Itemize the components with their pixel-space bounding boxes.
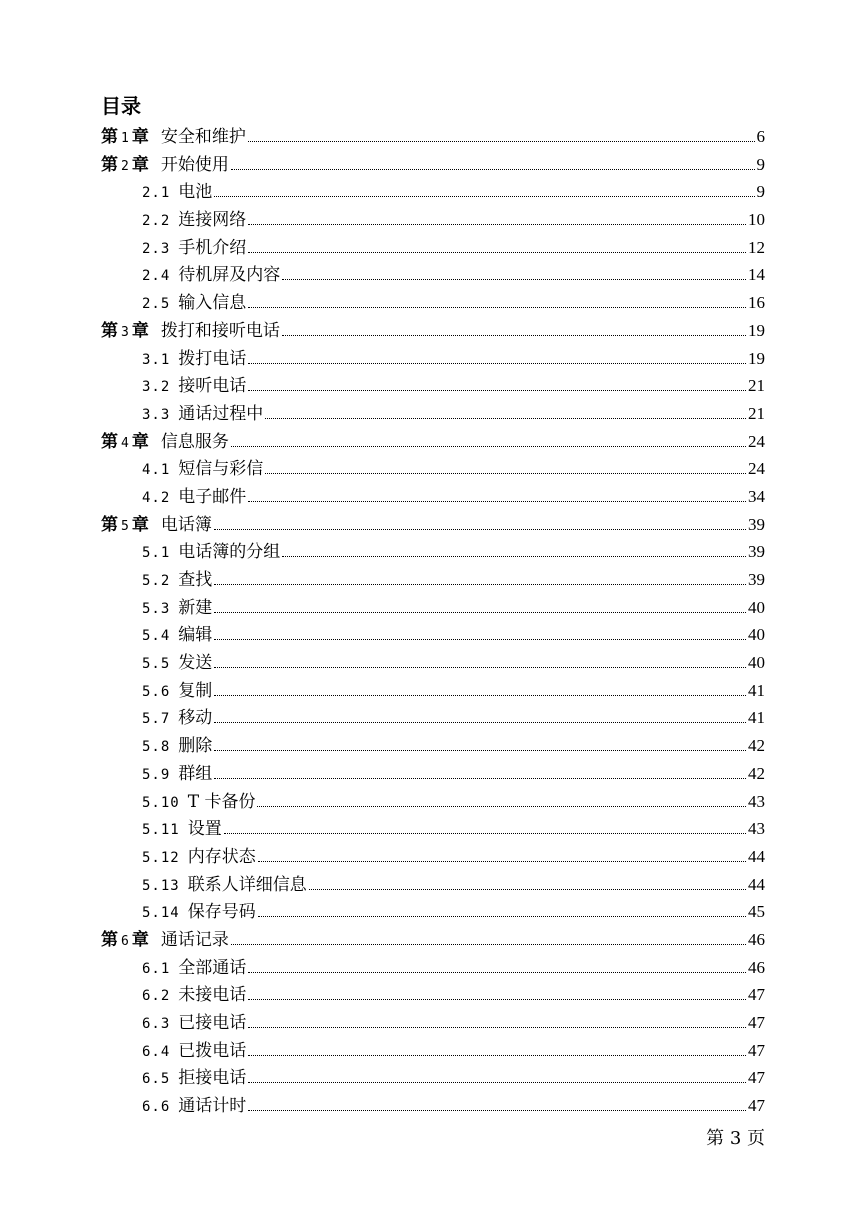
section-number: 6.4 xyxy=(142,1043,171,1060)
section-number: 5.7 xyxy=(142,711,171,728)
toc-section-entry[interactable] xyxy=(101,483,765,511)
toc-section-entry[interactable] xyxy=(101,788,765,816)
chapter-number: 2 xyxy=(121,158,129,174)
entry-title: 开始使用 xyxy=(160,154,229,175)
section-number: 5.9 xyxy=(142,766,171,783)
section-number: 5.14 xyxy=(142,905,180,922)
entry-title: T 卡备份 xyxy=(187,791,256,812)
entry-page-number: 16 xyxy=(748,293,765,313)
entry-title: 设置 xyxy=(187,819,222,840)
section-number: 5.6 xyxy=(142,683,171,700)
entry-title: 查找 xyxy=(178,570,213,590)
chapter-suffix: 章 xyxy=(131,929,149,950)
entry-page-number: 24 xyxy=(748,431,765,451)
entry-title: 群组 xyxy=(178,763,213,784)
chapter-label xyxy=(101,318,149,347)
entry-title: 待机屏及内容 xyxy=(178,265,281,286)
page-number-footer: 第 3 页 xyxy=(706,1128,765,1149)
entry-page-number: 45 xyxy=(748,902,765,922)
dot-leader xyxy=(248,141,755,142)
section-number: 5.12 xyxy=(142,849,180,866)
toc-section-entry[interactable] xyxy=(101,594,765,622)
chapter-number: 5 xyxy=(121,518,129,534)
dot-leader xyxy=(231,169,755,170)
entry-title: 连接网络 xyxy=(178,210,247,231)
chapter-number: 6 xyxy=(121,933,129,949)
entry-title: 电子邮件 xyxy=(178,486,247,507)
section-number: 2.4 xyxy=(142,268,171,285)
entry-title: 新建 xyxy=(178,597,213,618)
section-number: 4.1 xyxy=(142,462,171,479)
dot-leader xyxy=(248,999,746,1000)
toc-section-entry[interactable] xyxy=(101,954,765,982)
dot-leader xyxy=(214,778,746,779)
toc-section-entry[interactable] xyxy=(101,1092,765,1120)
section-number: 6.2 xyxy=(142,988,171,1005)
dot-leader xyxy=(248,307,746,308)
entry-page-number: 47 xyxy=(748,1040,765,1060)
section-number: 5.13 xyxy=(142,877,180,894)
dot-leader xyxy=(265,418,746,419)
chapter-prefix: 第 xyxy=(101,431,118,452)
entry-page-number: 46 xyxy=(748,929,765,949)
entry-page-number: 41 xyxy=(748,680,765,700)
dot-leader xyxy=(224,833,746,834)
dot-leader xyxy=(258,916,746,917)
section-number: 5.11 xyxy=(142,822,180,839)
chapter-label xyxy=(101,152,149,181)
toc-section-entry[interactable] xyxy=(101,621,765,649)
chapter-prefix: 第 xyxy=(101,154,118,175)
entry-page-number: 39 xyxy=(748,542,765,562)
entry-title: 信息服务 xyxy=(160,431,229,452)
section-number: 4.2 xyxy=(142,489,171,506)
section-number: 6.3 xyxy=(142,1016,171,1032)
entry-page-number: 10 xyxy=(748,210,765,230)
entry-page-number: 47 xyxy=(748,1068,765,1088)
chapter-label xyxy=(101,927,149,956)
dot-leader xyxy=(258,861,746,862)
table-of-contents xyxy=(101,123,765,1120)
entry-page-number: 6 xyxy=(756,127,765,146)
dot-leader xyxy=(231,944,746,945)
entry-page-number: 19 xyxy=(748,320,765,340)
section-number: 5.4 xyxy=(142,628,171,645)
entry-title: 保存号码 xyxy=(187,902,256,923)
entry-page-number: 14 xyxy=(748,265,765,285)
entry-page-number: 34 xyxy=(748,486,765,506)
dot-leader xyxy=(248,252,746,253)
toc-section-entry[interactable] xyxy=(101,815,765,843)
toc-section-entry[interactable] xyxy=(101,372,765,400)
toc-section-entry[interactable] xyxy=(101,704,765,732)
chapter-number: 3 xyxy=(121,324,129,340)
dot-leader xyxy=(231,446,746,447)
dot-leader xyxy=(309,889,746,890)
entry-title: 通话计时 xyxy=(178,1096,247,1117)
entry-title: 拨打电话 xyxy=(178,348,247,369)
section-number: 6.5 xyxy=(142,1071,171,1088)
entry-page-number: 21 xyxy=(748,403,765,423)
entry-title: 已接电话 xyxy=(178,1013,247,1033)
toc-chapter-entry[interactable] xyxy=(101,123,765,151)
section-number: 2.3 xyxy=(142,240,171,257)
toc-section-entry[interactable] xyxy=(101,981,765,1009)
section-number: 3.1 xyxy=(142,351,171,368)
dot-leader xyxy=(248,1055,746,1056)
entry-title: 复制 xyxy=(178,680,213,701)
entry-page-number: 42 xyxy=(748,736,765,756)
toc-section-entry[interactable] xyxy=(101,1064,765,1092)
entry-title: 删除 xyxy=(178,736,213,757)
section-number: 2.2 xyxy=(142,213,171,230)
section-number: 5.10 xyxy=(142,794,180,811)
entry-page-number: 21 xyxy=(748,376,765,396)
entry-page-number: 47 xyxy=(748,985,765,1005)
entry-title: 安全和维护 xyxy=(160,127,246,147)
chapter-suffix: 章 xyxy=(131,127,149,147)
toc-section-entry[interactable] xyxy=(101,871,765,899)
dot-leader xyxy=(214,722,746,723)
toc-section-entry[interactable] xyxy=(101,345,765,373)
dot-leader xyxy=(214,196,754,197)
toc-section-entry[interactable] xyxy=(101,400,765,428)
entry-page-number: 40 xyxy=(748,597,765,617)
dot-leader xyxy=(282,279,746,280)
entry-page-number: 12 xyxy=(748,237,765,257)
entry-page-number: 43 xyxy=(748,819,765,839)
entry-page-number: 39 xyxy=(748,570,765,589)
entry-title: 发送 xyxy=(178,653,213,674)
toc-section-entry[interactable] xyxy=(101,206,765,234)
section-number: 5.2 xyxy=(142,573,171,589)
entry-title: 电池 xyxy=(178,182,213,203)
entry-title: 拨打和接听电话 xyxy=(160,320,280,341)
dot-leader xyxy=(248,390,746,391)
entry-title: 移动 xyxy=(178,708,213,729)
entry-title: 联系人详细信息 xyxy=(187,874,307,895)
dot-leader xyxy=(248,1082,746,1083)
section-number: 6.1 xyxy=(142,960,171,977)
toc-chapter-entry[interactable] xyxy=(101,428,765,456)
dot-leader xyxy=(248,224,746,225)
entry-title: 接听电话 xyxy=(178,376,247,397)
section-number: 5.8 xyxy=(142,739,171,756)
entry-page-number: 46 xyxy=(748,957,765,977)
entry-page-number: 47 xyxy=(748,1096,765,1116)
section-number: 2.5 xyxy=(142,296,171,313)
dot-leader xyxy=(282,335,746,336)
chapter-label xyxy=(101,512,149,541)
toc-section-entry[interactable] xyxy=(101,1009,765,1037)
toc-section-entry[interactable] xyxy=(101,843,765,871)
dot-leader xyxy=(248,501,746,502)
section-number: 5.1 xyxy=(142,545,171,562)
dot-leader xyxy=(248,1027,746,1028)
toc-section-entry[interactable] xyxy=(101,455,765,483)
entry-title: 编辑 xyxy=(178,625,213,646)
chapter-suffix: 章 xyxy=(131,514,149,535)
dot-leader xyxy=(257,806,746,807)
chapter-label xyxy=(101,124,149,153)
entry-page-number: 47 xyxy=(748,1013,765,1032)
dot-leader xyxy=(248,972,746,973)
toc-section-entry[interactable] xyxy=(101,732,765,760)
chapter-prefix: 第 xyxy=(101,514,118,535)
entry-title: 短信与彩信 xyxy=(178,459,264,480)
toc-section-entry[interactable] xyxy=(101,760,765,788)
dot-leader xyxy=(214,750,746,751)
chapter-suffix: 章 xyxy=(131,154,149,175)
dot-leader xyxy=(248,1110,746,1111)
entry-page-number: 39 xyxy=(748,514,765,534)
section-number: 6.6 xyxy=(142,1099,171,1116)
dot-leader xyxy=(214,695,746,696)
entry-page-number: 44 xyxy=(748,846,765,866)
entry-title: 通话过程中 xyxy=(178,403,264,424)
entry-title: 通话记录 xyxy=(160,929,229,950)
entry-page-number: 19 xyxy=(748,348,765,368)
entry-title: 内存状态 xyxy=(187,846,256,867)
chapter-prefix: 第 xyxy=(101,127,118,147)
toc-section-entry[interactable] xyxy=(101,1037,765,1065)
entry-page-number: 40 xyxy=(748,625,765,645)
toc-section-entry[interactable] xyxy=(101,649,765,677)
toc-chapter-entry[interactable] xyxy=(101,151,765,179)
entry-page-number: 9 xyxy=(756,182,765,202)
entry-title: 拒接电话 xyxy=(178,1068,247,1089)
dot-leader xyxy=(214,529,746,530)
dot-leader xyxy=(214,584,746,585)
dot-leader xyxy=(214,639,746,640)
toc-section-entry[interactable] xyxy=(101,538,765,566)
entry-page-number: 24 xyxy=(748,459,765,479)
entry-title: 电话簿的分组 xyxy=(178,542,281,563)
entry-title: 输入信息 xyxy=(178,293,247,314)
entry-title: 未接电话 xyxy=(178,985,247,1006)
dot-leader xyxy=(248,363,746,364)
entry-page-number: 43 xyxy=(748,791,765,811)
toc-section-entry[interactable] xyxy=(101,677,765,705)
chapter-prefix: 第 xyxy=(101,320,118,341)
entry-title: 手机介绍 xyxy=(178,237,247,258)
dot-leader xyxy=(282,556,746,557)
toc-chapter-entry[interactable] xyxy=(101,511,765,539)
section-number: 5.3 xyxy=(142,600,171,617)
toc-section-entry[interactable] xyxy=(101,234,765,262)
chapter-label xyxy=(101,429,149,458)
section-number: 5.5 xyxy=(142,656,171,673)
section-number: 3.3 xyxy=(142,406,171,423)
dot-leader xyxy=(265,473,746,474)
toc-section-entry[interactable] xyxy=(101,898,765,926)
dot-leader xyxy=(214,612,746,613)
chapter-suffix: 章 xyxy=(131,431,149,452)
entry-page-number: 42 xyxy=(748,763,765,783)
entry-page-number: 40 xyxy=(748,653,765,673)
entry-page-number: 44 xyxy=(748,874,765,894)
entry-page-number: 41 xyxy=(748,708,765,728)
entry-title: 全部通话 xyxy=(178,957,247,978)
dot-leader xyxy=(214,667,746,668)
chapter-suffix: 章 xyxy=(131,320,149,341)
section-number: 2.1 xyxy=(142,185,171,202)
toc-section-entry[interactable] xyxy=(101,566,765,594)
entry-title: 电话簿 xyxy=(160,514,212,535)
section-number: 3.2 xyxy=(142,379,171,396)
toc-chapter-entry[interactable] xyxy=(101,926,765,954)
toc-section-entry[interactable] xyxy=(101,289,765,317)
chapter-prefix: 第 xyxy=(101,929,118,950)
entry-title: 已拨电话 xyxy=(178,1040,247,1061)
chapter-number: 4 xyxy=(121,435,129,451)
toc-title: 目录 xyxy=(101,94,141,118)
toc-chapter-entry[interactable] xyxy=(101,317,765,345)
entry-page-number: 9 xyxy=(756,154,765,174)
chapter-number: 1 xyxy=(121,131,129,146)
toc-section-entry[interactable] xyxy=(101,261,765,289)
toc-section-entry[interactable] xyxy=(101,178,765,206)
